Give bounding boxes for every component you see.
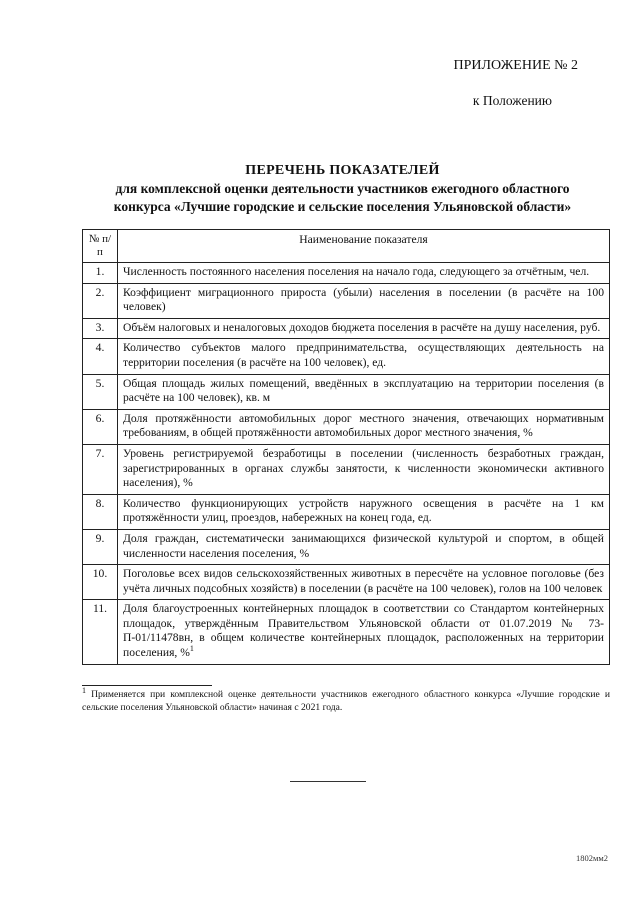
table-row xyxy=(83,263,610,284)
row-number: 2. xyxy=(83,283,118,318)
indicator-text: Общая площадь жилых помещений, введённых в эксплуатацию на территории поселения (в расчёте на 100 человек), кв. м xyxy=(123,376,604,405)
row-indicator-name xyxy=(118,600,610,664)
table-row xyxy=(83,494,610,529)
table-row xyxy=(83,529,610,564)
title-line-3: конкурса «Лучшие городские и сельские поселения Ульяновской области» xyxy=(113,199,572,214)
table-row xyxy=(83,339,610,374)
table-row xyxy=(83,283,610,318)
num-column-header: № п/п xyxy=(83,230,118,263)
name-column-header: Наименование показателя xyxy=(118,230,610,263)
document-title xyxy=(60,162,625,216)
row-number: 10. xyxy=(83,565,118,600)
row-indicator-name xyxy=(118,444,610,494)
row-indicator-name xyxy=(118,318,610,339)
row-indicator-name xyxy=(118,409,610,444)
footnote-divider xyxy=(82,685,212,686)
row-number: 9. xyxy=(83,529,118,564)
indicator-text: Доля протяжённости автомобильных дорог местного значения, отвечающих нормативным требованиям, в общей протяжённости автомобильных дорог местного значения, % xyxy=(123,411,604,440)
title-line-2: для комплексной оценки деятельности участников ежегодного областного xyxy=(115,181,570,196)
indicator-text: Доля граждан, систематически занимающихся физической культурой и спортом, в общей численности населения поселения, % xyxy=(123,531,604,560)
row-indicator-name xyxy=(118,529,610,564)
indicator-text: Доля благоустроенных контейнерных площадок в соответствии со Стандартом контейнерных площадок, утверждённым Правительством Ульяновской области от 01.07.2019 № 73-П-01/11478вн, в общем количестве контейнерных площадок, расположенных на территории поселения, % xyxy=(123,602,604,660)
indicator-text: Уровень регистрируемой безработицы в поселении (численность безработных граждан, зарегистрированных в органах службы занятости, к численности экономически активного населения), % xyxy=(123,446,604,490)
row-number: 5. xyxy=(83,374,118,409)
table-body xyxy=(83,263,610,665)
row-number: 7. xyxy=(83,444,118,494)
table-row xyxy=(83,565,610,600)
row-indicator-name xyxy=(118,565,610,600)
footnote-text: Применяется при комплексной оценке деятельности участников ежегодного областного конкурса «Лучшие городские и сельские поселения Ульяновской области» начиная с 2021 года. xyxy=(82,689,610,713)
to-regulation: к Положению xyxy=(472,93,552,108)
footnote-reference: 1 xyxy=(189,644,194,654)
title-main: ПЕРЕЧЕНЬ ПОКАЗАТЕЛЕЙ xyxy=(245,163,440,178)
row-indicator-name xyxy=(118,374,610,409)
table-header-row xyxy=(83,230,610,263)
indicator-text: Количество субъектов малого предпринимательства, осуществляющих деятельность на территории поселения (в расчёте на 100 человек), ед. xyxy=(123,341,604,369)
table-row xyxy=(83,444,610,494)
document-code: 1802мм2 xyxy=(575,853,608,863)
row-number: 4. xyxy=(83,339,118,374)
table-row xyxy=(83,374,610,409)
row-indicator-name xyxy=(118,339,610,374)
footnote xyxy=(82,685,610,714)
appendix-number: ПРИЛОЖЕНИЕ № 2 xyxy=(453,58,578,73)
row-number: 6. xyxy=(83,409,118,444)
end-divider xyxy=(290,781,366,782)
indicator-text: Коэффициент миграционного прироста (убыли) населения в поселении (в расчёте на 100 человек) xyxy=(123,285,604,314)
indicators-table xyxy=(82,229,610,665)
row-number: 1. xyxy=(83,263,118,284)
row-number: 3. xyxy=(83,318,118,339)
table-row xyxy=(83,600,610,664)
row-indicator-name xyxy=(118,283,610,318)
table-row xyxy=(83,409,610,444)
row-indicator-name xyxy=(118,494,610,529)
table-row xyxy=(83,318,610,339)
indicator-text: Количество функционирующих устройств наружного освещения в расчёте на 1 км протяжённости улиц, проездов, набережных на конец года, ед. xyxy=(123,496,604,525)
indicator-text: Объём налоговых и неналоговых доходов бюджета поселения в расчёте на душу населения, руб. xyxy=(123,320,601,334)
row-number: 11. xyxy=(83,600,118,664)
row-indicator-name xyxy=(118,263,610,284)
footnote-mark: 1 xyxy=(82,685,86,695)
indicator-text: Численность постоянного населения поселения на начало года, следующего за отчётным, чел. xyxy=(123,265,590,278)
row-number: 8. xyxy=(83,494,118,529)
indicator-text: Поголовье всех видов сельскохозяйственных животных в пересчёте на условное поголовье (без учёта личных подсобных хозяйств) в поселении (в расчёте на 100 человек), голов на 100 человек xyxy=(123,567,604,595)
